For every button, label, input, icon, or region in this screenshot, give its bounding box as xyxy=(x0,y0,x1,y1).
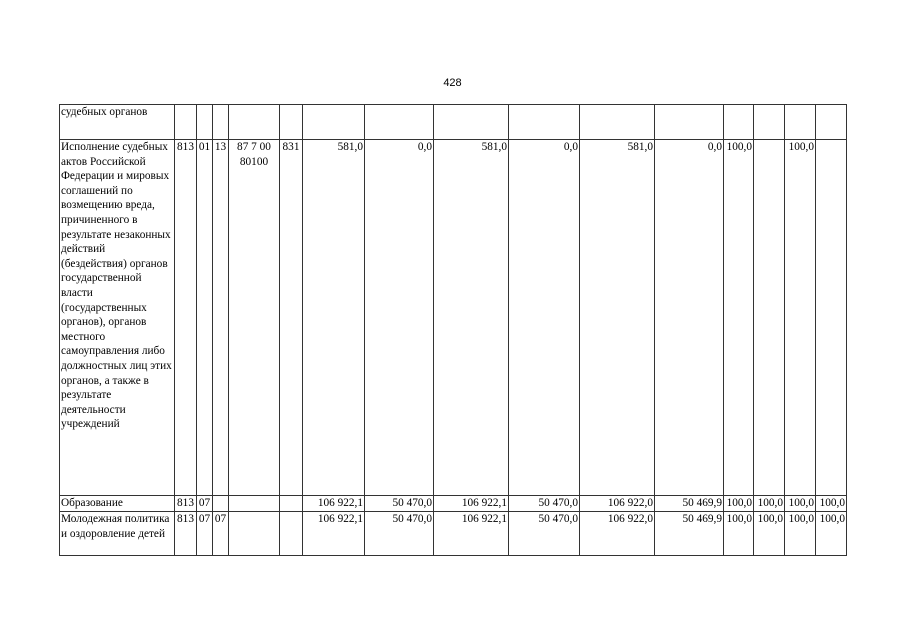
section-code-cell: 07 xyxy=(197,496,213,512)
percent-cell-2 xyxy=(754,105,785,140)
value-cell-1: 106 922,1 xyxy=(303,512,365,556)
value-cell-2: 50 470,0 xyxy=(365,512,434,556)
subsection-code-cell: 13 xyxy=(213,140,229,496)
value-cell-1 xyxy=(303,105,365,140)
row-name-cell: Исполнение судебных актов Российской Федерации и мировых соглашений по возмещению вреда, причиненного в результате незаконных действий (бездействия) органов государственной власти (государственных органов), органов местного самоуправления либо должностных лиц этих органов, а также в результате деятельности учреждений xyxy=(60,140,175,496)
expense-type-cell xyxy=(280,105,303,140)
budget-table xyxy=(59,104,847,556)
percent-cell-3 xyxy=(785,105,816,140)
row-name-cell: Молодежная политика и оздоровление детей xyxy=(60,512,175,556)
target-article-cell xyxy=(229,105,280,140)
expense-type-cell: 831 xyxy=(280,140,303,496)
expense-type-cell xyxy=(280,512,303,556)
admin-code-cell: 813 xyxy=(175,496,197,512)
percent-cell-1: 100,0 xyxy=(724,140,754,496)
value-cell-3: 581,0 xyxy=(434,140,509,496)
value-cell-4: 0,0 xyxy=(509,140,580,496)
value-cell-3 xyxy=(434,105,509,140)
section-code-cell: 01 xyxy=(197,140,213,496)
subsection-code-cell: 07 xyxy=(213,512,229,556)
page-number: 428 xyxy=(443,77,462,89)
table-row xyxy=(60,140,847,496)
percent-cell-4: 100,0 xyxy=(816,496,847,512)
table-row xyxy=(60,512,847,556)
subsection-code-cell xyxy=(213,105,229,140)
section-code-cell: 07 xyxy=(197,512,213,556)
admin-code-cell xyxy=(175,105,197,140)
percent-cell-2: 100,0 xyxy=(754,512,785,556)
value-cell-3: 106 922,1 xyxy=(434,512,509,556)
row-name-cell: Образование xyxy=(60,496,175,512)
value-cell-2 xyxy=(365,105,434,140)
target-article-cell xyxy=(229,512,280,556)
admin-code-cell: 813 xyxy=(175,512,197,556)
percent-cell-3: 100,0 xyxy=(785,512,816,556)
value-cell-5 xyxy=(580,105,655,140)
admin-code-cell: 813 xyxy=(175,140,197,496)
value-cell-3: 106 922,1 xyxy=(434,496,509,512)
value-cell-4 xyxy=(509,105,580,140)
expense-type-cell xyxy=(280,496,303,512)
value-cell-4: 50 470,0 xyxy=(509,496,580,512)
value-cell-6 xyxy=(655,105,724,140)
percent-cell-3: 100,0 xyxy=(785,140,816,496)
percent-cell-1 xyxy=(724,105,754,140)
subsection-code-cell xyxy=(213,496,229,512)
table-row xyxy=(60,496,847,512)
value-cell-1: 581,0 xyxy=(303,140,365,496)
section-code-cell xyxy=(197,105,213,140)
percent-cell-1: 100,0 xyxy=(724,496,754,512)
percent-cell-1: 100,0 xyxy=(724,512,754,556)
value-cell-5: 106 922,0 xyxy=(580,496,655,512)
row-name-cell: судебных органов xyxy=(60,105,175,140)
percent-cell-4: 100,0 xyxy=(816,512,847,556)
percent-cell-4 xyxy=(816,140,847,496)
value-cell-6: 0,0 xyxy=(655,140,724,496)
value-cell-4: 50 470,0 xyxy=(509,512,580,556)
value-cell-2: 50 470,0 xyxy=(365,496,434,512)
target-article-cell: 87 7 00 80100 xyxy=(229,140,280,496)
value-cell-5: 581,0 xyxy=(580,140,655,496)
value-cell-5: 106 922,0 xyxy=(580,512,655,556)
value-cell-6: 50 469,9 xyxy=(655,512,724,556)
value-cell-1: 106 922,1 xyxy=(303,496,365,512)
value-cell-6: 50 469,9 xyxy=(655,496,724,512)
target-article-cell xyxy=(229,496,280,512)
value-cell-2: 0,0 xyxy=(365,140,434,496)
table-row xyxy=(60,105,847,140)
percent-cell-2 xyxy=(754,140,785,496)
percent-cell-2: 100,0 xyxy=(754,496,785,512)
percent-cell-3: 100,0 xyxy=(785,496,816,512)
percent-cell-4 xyxy=(816,105,847,140)
